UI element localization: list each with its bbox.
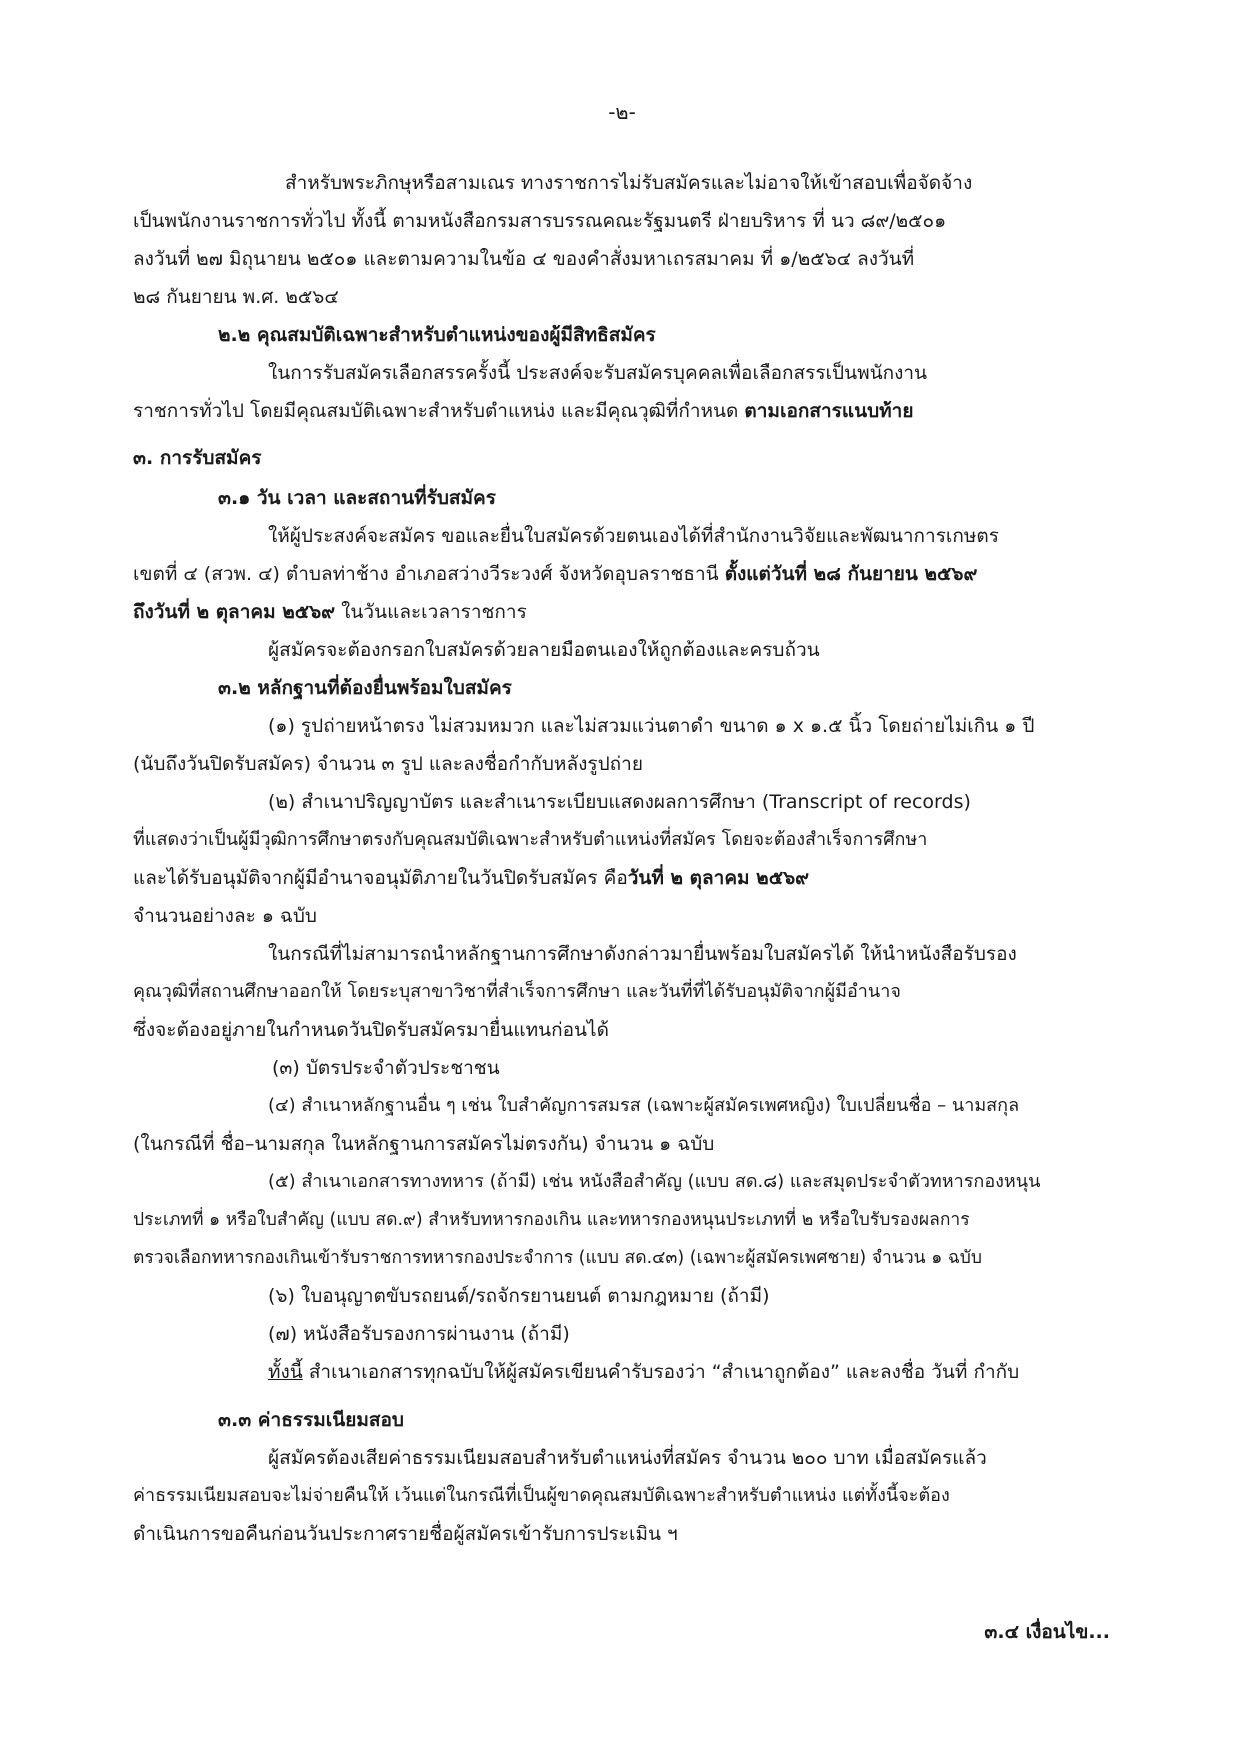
- page-number: -๒-: [608, 100, 636, 124]
- certify-note-underlined: ทั้งนี้: [268, 1361, 303, 1383]
- item-3: (๓) บัตรประจำตัวประชาชน: [272, 1057, 500, 1079]
- section-3-3-line2: ค่าธรรมเนียมสอบจะไม่จ่ายคืนให้ เว้นแต่ในกรณีที่เป็นผู้ขาดคุณสมบัติเฉพาะสำหรับตำแหน่ง แต่ทั้งนี้จะต้อง: [133, 1485, 950, 1506]
- item-2-line3-bold: วันที่ ๒ ตุลาคม ๒๕๖๙: [627, 867, 810, 889]
- certify-note: [268, 1357, 1019, 1387]
- section-3-1-line2-text: เขตที่ ๔ (สวพ. ๔) ตำบลท่าช้าง อำเภอสว่างวีระวงศ์ จังหวัดอุบลราชธานี: [133, 563, 719, 585]
- section-3-1-line3-bold: ถึงวันที่ ๒ ตุลาคม ๒๕๖๙: [133, 601, 336, 623]
- item-2-line3-text: และได้รับอนุมัติจากผู้มีอำนาจอนุมัติภายในวันปิดรับสมัคร คือ: [133, 867, 628, 889]
- item-2-line2: ที่แสดงว่าเป็นผู้มีวุฒิการศึกษาตรงกับคุณสมบัติเฉพาะสำหรับตำแหน่งที่สมัคร โดยจะต้องสำเร็จการศึกษา: [133, 829, 928, 850]
- next-page-continuation: ๓.๔ เงื่อนไข...: [984, 1621, 1110, 1643]
- item-5-line1: (๕) สำเนาเอกสารทางทหาร (ถ้ามี) เช่น หนังสือสำคัญ (แบบ สด.๘) และสมุดประจำตัวทหารกองหนุน: [268, 1171, 1041, 1192]
- item-4-line2: (ในกรณีที่ ชื่อ–นามสกุล ในหลักฐานการสมัครไม่ตรงกัน) จำนวน ๑ ฉบับ: [133, 1133, 715, 1155]
- section-2-2-line2: [133, 396, 913, 426]
- section-3-1-line2-bold: ตั้งแต่วันที่ ๒๘ กันยายน ๒๕๖๙: [724, 563, 978, 585]
- item-7: (๗) หนังสือรับรองการผ่านงาน (ถ้ามี): [268, 1323, 570, 1345]
- item-6: (๖) ใบอนุญาตขับรถยนต์/รถจักรยานยนต์ ตามกฎหมาย (ถ้ามี): [268, 1285, 770, 1307]
- section-3-1-heading: ๓.๑ วัน เวลา และสถานที่รับสมัคร: [218, 487, 496, 509]
- section-3-3-line1: ผู้สมัครต้องเสียค่าธรรมเนียมสอบสำหรับตำแหน่งที่สมัคร จำนวน ๒๐๐ บาท เมื่อสมัครแล้ว: [268, 1447, 987, 1469]
- item-5-line2: ประเภทที่ ๑ หรือใบสำคัญ (แบบ สด.๙) สำหรับทหารกองเกิน และทหารกองหนุนประเภทที่ ๒ หรือใบรับรองผลการ: [133, 1210, 970, 1230]
- section-3-heading: ๓. การรับสมัคร: [133, 447, 262, 469]
- item-2-line4: จำนวนอย่างละ ๑ ฉบับ: [133, 905, 317, 927]
- para1-line3: ลงวันที่ ๒๗ มิถุนายน ๒๕๐๑ และตามความในข้อ ๔ ของคำสั่งมหาเถรสมาคม ที่ ๑/๒๕๖๔ ลงวันที่: [133, 248, 915, 270]
- para1-line1: สำหรับพระภิกษุหรือสามเณร ทางราชการไม่รับสมัครและไม่อาจให้เข้าสอบเพื่อจัดจ้าง: [285, 172, 973, 194]
- section-3-1-line1: ให้ผู้ประสงค์จะสมัคร ขอและยื่นใบสมัครด้วยตนเองได้ที่สำนักงานวิจัยและพัฒนาการเกษตร: [268, 525, 999, 547]
- section-2-2-line1: ในการรับสมัครเลือกสรรครั้งนี้ ประสงค์จะรับสมัครบุคคลเพื่อเลือกสรรเป็นพนักงาน: [268, 362, 928, 384]
- para1-line4: ๒๘ กันยายน พ.ศ. ๒๕๖๔: [133, 286, 339, 308]
- para1-line2: เป็นพนักงานราชการทั่วไป ทั้งนี้ ตามหนังสือกรมสารบรรณคณะรัฐมนตรี ฝ่ายบริหาร ที่ นว ๘๙/๒๕๐๑: [133, 210, 947, 232]
- section-2-2-heading: ๒.๒ คุณสมบัติเฉพาะสำหรับตำแหน่งของผู้มีสิทธิสมัคร: [218, 324, 656, 346]
- certify-note-text: สำเนาเอกสารทุกฉบับให้ผู้สมัครเขียนคำรับรองว่า “สำเนาถูกต้อง” และลงชื่อ วันที่ กำกับ: [302, 1361, 1020, 1383]
- note-line1: ในกรณีที่ไม่สามารถนำหลักฐานการศึกษาดังกล่าวมายื่นพร้อมใบสมัครได้ ให้นำหนังสือรับรอง: [268, 943, 1017, 965]
- item-1-line1: (๑) รูปถ่ายหน้าตรง ไม่สวมหมวก และไม่สวมแว่นตาดำ ขนาด ๑ x ๑.๕ นิ้ว โดยถ่ายไม่เกิน ๑ ปี: [268, 715, 1035, 737]
- section-2-2-line2-text: ราชการทั่วไป โดยมีคุณสมบัติเฉพาะสำหรับตำแหน่ง และมีคุณวุฒิที่กำหนด: [133, 400, 739, 422]
- item-2-line3: [133, 863, 809, 893]
- item-1-line2: (นับถึงวันปิดรับสมัคร) จำนวน ๓ รูป และลงชื่อกำกับหลังรูปถ่าย: [133, 753, 643, 775]
- section-3-3-line3: ดำเนินการขอคืนก่อนวันประกาศรายชื่อผู้สมัครเข้ารับการประเมิน ฯ: [133, 1523, 678, 1545]
- section-3-2-heading: ๓.๒ หลักฐานที่ต้องยื่นพร้อมใบสมัคร: [218, 677, 512, 699]
- section-2-2-line2-bold: ตามเอกสารแนบท้าย: [744, 400, 914, 422]
- section-3-1-line2: [133, 559, 977, 589]
- note-line3: ซึ่งจะต้องอยู่ภายในกำหนดวันปิดรับสมัครมายื่นแทนก่อนได้: [133, 1019, 609, 1041]
- item-5-line3: ตรวจเลือกทหารกองเกินเข้ารับราชการทหารกองประจำการ (แบบ สด.๔๓) (เฉพาะผู้สมัครเพศชาย) จำนวน ๑ ฉบับ: [133, 1248, 983, 1268]
- section-3-3-heading: ๓.๓ ค่าธรรมเนียมสอบ: [218, 1409, 404, 1431]
- item-4-line1: (๔) สำเนาหลักฐานอื่น ๆ เช่น ใบสำคัญการสมรส (เฉพาะผู้สมัครเพศหญิง) ใบเปลี่ยนชื่อ – นามสกุล: [268, 1095, 1020, 1116]
- note-line2: คุณวุฒิที่สถานศึกษาออกให้ โดยระบุสาขาวิชาที่สำเร็จการศึกษา และวันที่ที่ได้รับอนุมัติจากผู้มีอำนาจ: [133, 981, 901, 1002]
- item-2-line1: (๒) สำเนาปริญญาบัตร และสำเนาระเบียบแสดงผลการศึกษา (Transcript of records): [268, 791, 971, 813]
- section-3-1-line4: ผู้สมัครจะต้องกรอกใบสมัครด้วยลายมือตนเองให้ถูกต้องและครบถ้วน: [268, 639, 820, 661]
- section-3-1-line3: [133, 597, 527, 627]
- section-3-1-line3-text: ในวันและเวลาราชการ: [335, 601, 527, 623]
